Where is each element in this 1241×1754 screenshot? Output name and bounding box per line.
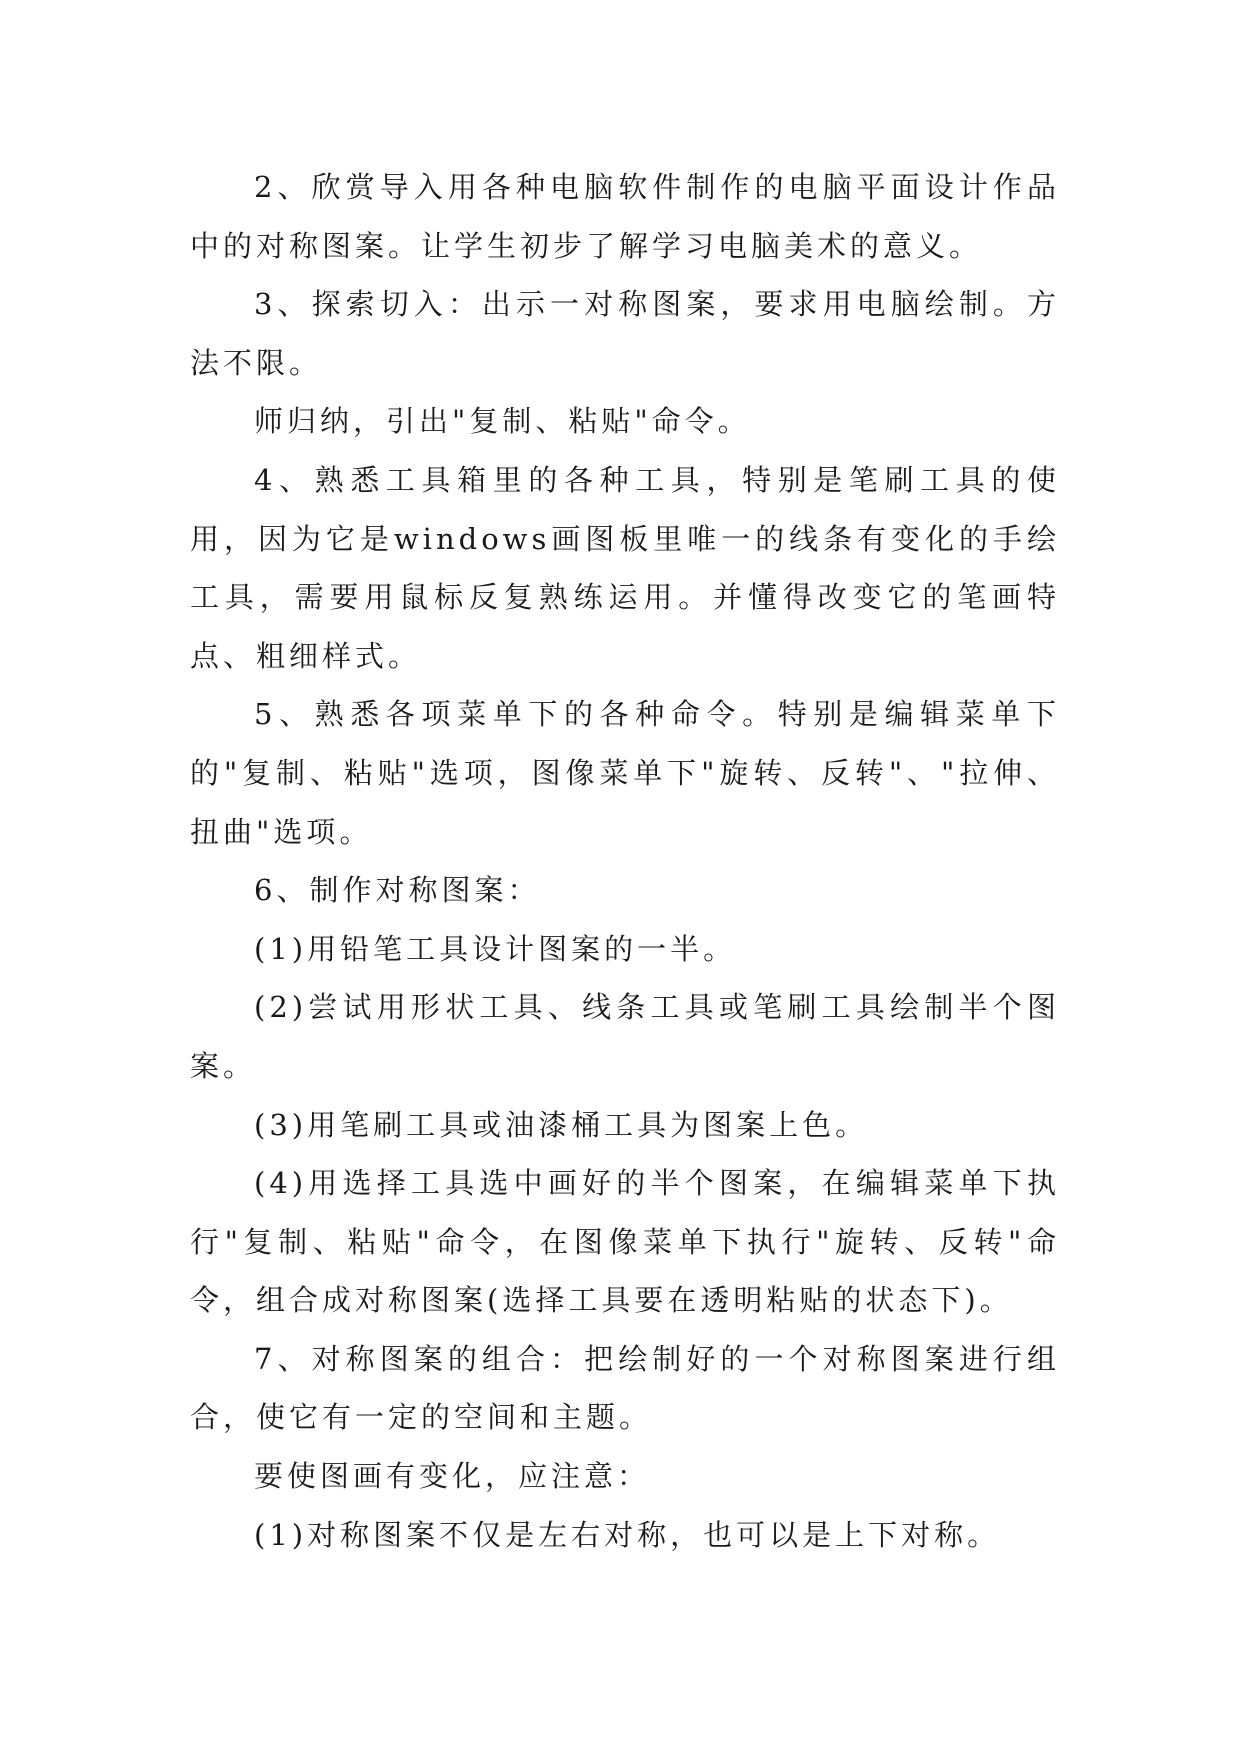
paragraph-note-1: (1)对称图案不仅是左右对称，也可以是上下对称。: [254, 1517, 1001, 1552]
paragraph-substep-3: (3)用笔刷工具或油漆桶工具为图案上色。: [254, 1107, 869, 1142]
paragraph-teacher-summary: 师归纳，引出"复制、粘贴"命令。: [254, 404, 751, 439]
paragraph-step-3: 3、探索切入：出示一对称图案，要求用电脑绘制。方法不限。: [190, 287, 1060, 380]
paragraph-substep-2: (2)尝试用形状工具、线条工具或笔刷工具绘制半个图案。: [190, 990, 1060, 1083]
paragraph-step-6: 6、制作对称图案：: [254, 873, 541, 908]
paragraph-step-4: 4、熟悉工具箱里的各种工具，特别是笔刷工具的使用，因为它是windows画图板里唯一的线条有变化的手绘工具，需要用鼠标反复熟练运用。并懂得改变它的笔画特点、粗细样式。: [190, 462, 1060, 673]
paragraph-substep-1: (1)用铅笔工具设计图案的一半。: [254, 931, 737, 966]
paragraph-notes-intro: 要使图画有变化，应注意：: [254, 1459, 651, 1494]
document-body: [190, 158, 1060, 1564]
paragraph-substep-4: (4)用选择工具选中画好的半个图案，在编辑菜单下执行"复制、粘贴"命令，在图像菜单下执行"旋转、反转"命令，组合成对称图案(选择工具要在透明粘贴的状态下)。: [190, 1166, 1060, 1318]
paragraph-step-5: 5、熟悉各项菜单下的各种命令。特别是编辑菜单下的"复制、粘贴"选项，图像菜单下"旋转、反转"、"拉伸、扭曲"选项。: [190, 697, 1060, 849]
paragraph-step-7: 7、对称图案的组合：把绘制好的一个对称图案进行组合，使它有一定的空间和主题。: [190, 1341, 1060, 1435]
paragraph-step-2: 2、欣赏导入用各种电脑软件制作的电脑平面设计作品中的对称图案。让学生初步了解学习电脑美术的意义。: [190, 170, 1060, 263]
